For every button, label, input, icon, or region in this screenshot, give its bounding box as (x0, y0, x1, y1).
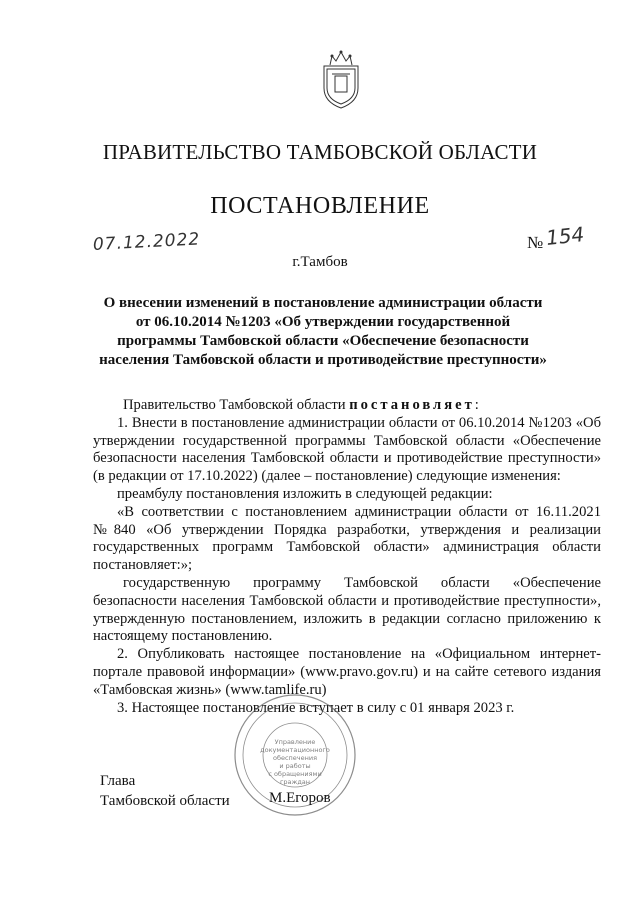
preamble-quote: «В соответствии с постановлением администрации области от 16.11.2021 №840 «Об утверждении Порядка разработки, утверждения и реализации государственных программ Тамбовской области» администрация области постановляет:»; (93, 503, 601, 574)
signature-position (100, 771, 230, 811)
intro-emphasis: постановляет (349, 397, 475, 413)
document-date: 07.12.2022 (92, 229, 201, 255)
document-body (93, 397, 601, 717)
svg-text:с обращениями: с обращениями (268, 770, 322, 778)
svg-text:обеспечения: обеспечения (272, 754, 318, 762)
program-text: государственную программу Тамбовской области «Обеспечение безопасности населения Тамбовской области и противодействие преступности», утвержденную постановлением, изложить в редакции согласно приложению к настоящему постановлению. (93, 574, 601, 645)
svg-text:документационного: документационного (260, 746, 330, 754)
document-title: О внесении изменений в постановление администрации области от 06.10.2014 №1203 «Об утверждении государственной программы Тамбовской области «Обеспечение безопасности населения Тамбовской области и противодействие преступности» (99, 295, 547, 368)
coat-of-arms-icon (318, 48, 364, 110)
svg-text:граждан: граждан (279, 778, 311, 786)
item-3: 3. Настоящее постановление вступает в силу с 01 января 2023 г. (117, 699, 515, 716)
document-number: 154 (544, 222, 586, 250)
intro-paragraph (93, 397, 601, 415)
preamble-intro: преамбулу постановления изложить в следующей редакции: (117, 485, 493, 502)
item-2: 2. Опубликовать настоящее постановление на «Официальном интернет-портале правовой информации» (www.pravo.gov.ru) и на сайте сетевого издания «Тамбовская жизнь» (www.tamlife.ru) (93, 646, 601, 698)
organization-name: ПРАВИТЕЛЬСТВО ТАМБОВСКОЙ ОБЛАСТИ (102, 140, 538, 164)
document-type: ПОСТАНОВЛЕНИЕ (210, 193, 430, 219)
position-line-1: Глава (100, 773, 136, 789)
signatory-name: М.Егоров (269, 790, 331, 806)
svg-text:Управление: Управление (274, 738, 316, 746)
item-1: 1. Внести в постановление администрации области от 06.10.2014 №1203 «Об утверждении государственной программы Тамбовской области «Обеспечение безопасности населения Тамбовской области и противодействие преступности» (в редакции от 17.10.2022) (далее – постановление) следующие изменения: (93, 414, 601, 485)
intro-text: Правительство Тамбовской области (123, 397, 350, 413)
document-city: г.Тамбов (292, 254, 348, 270)
number-label: № (527, 233, 544, 252)
position-line-2: Тамбовской области (100, 793, 230, 809)
svg-text:и работы: и работы (279, 762, 311, 770)
intro-suffix: : (474, 397, 479, 413)
